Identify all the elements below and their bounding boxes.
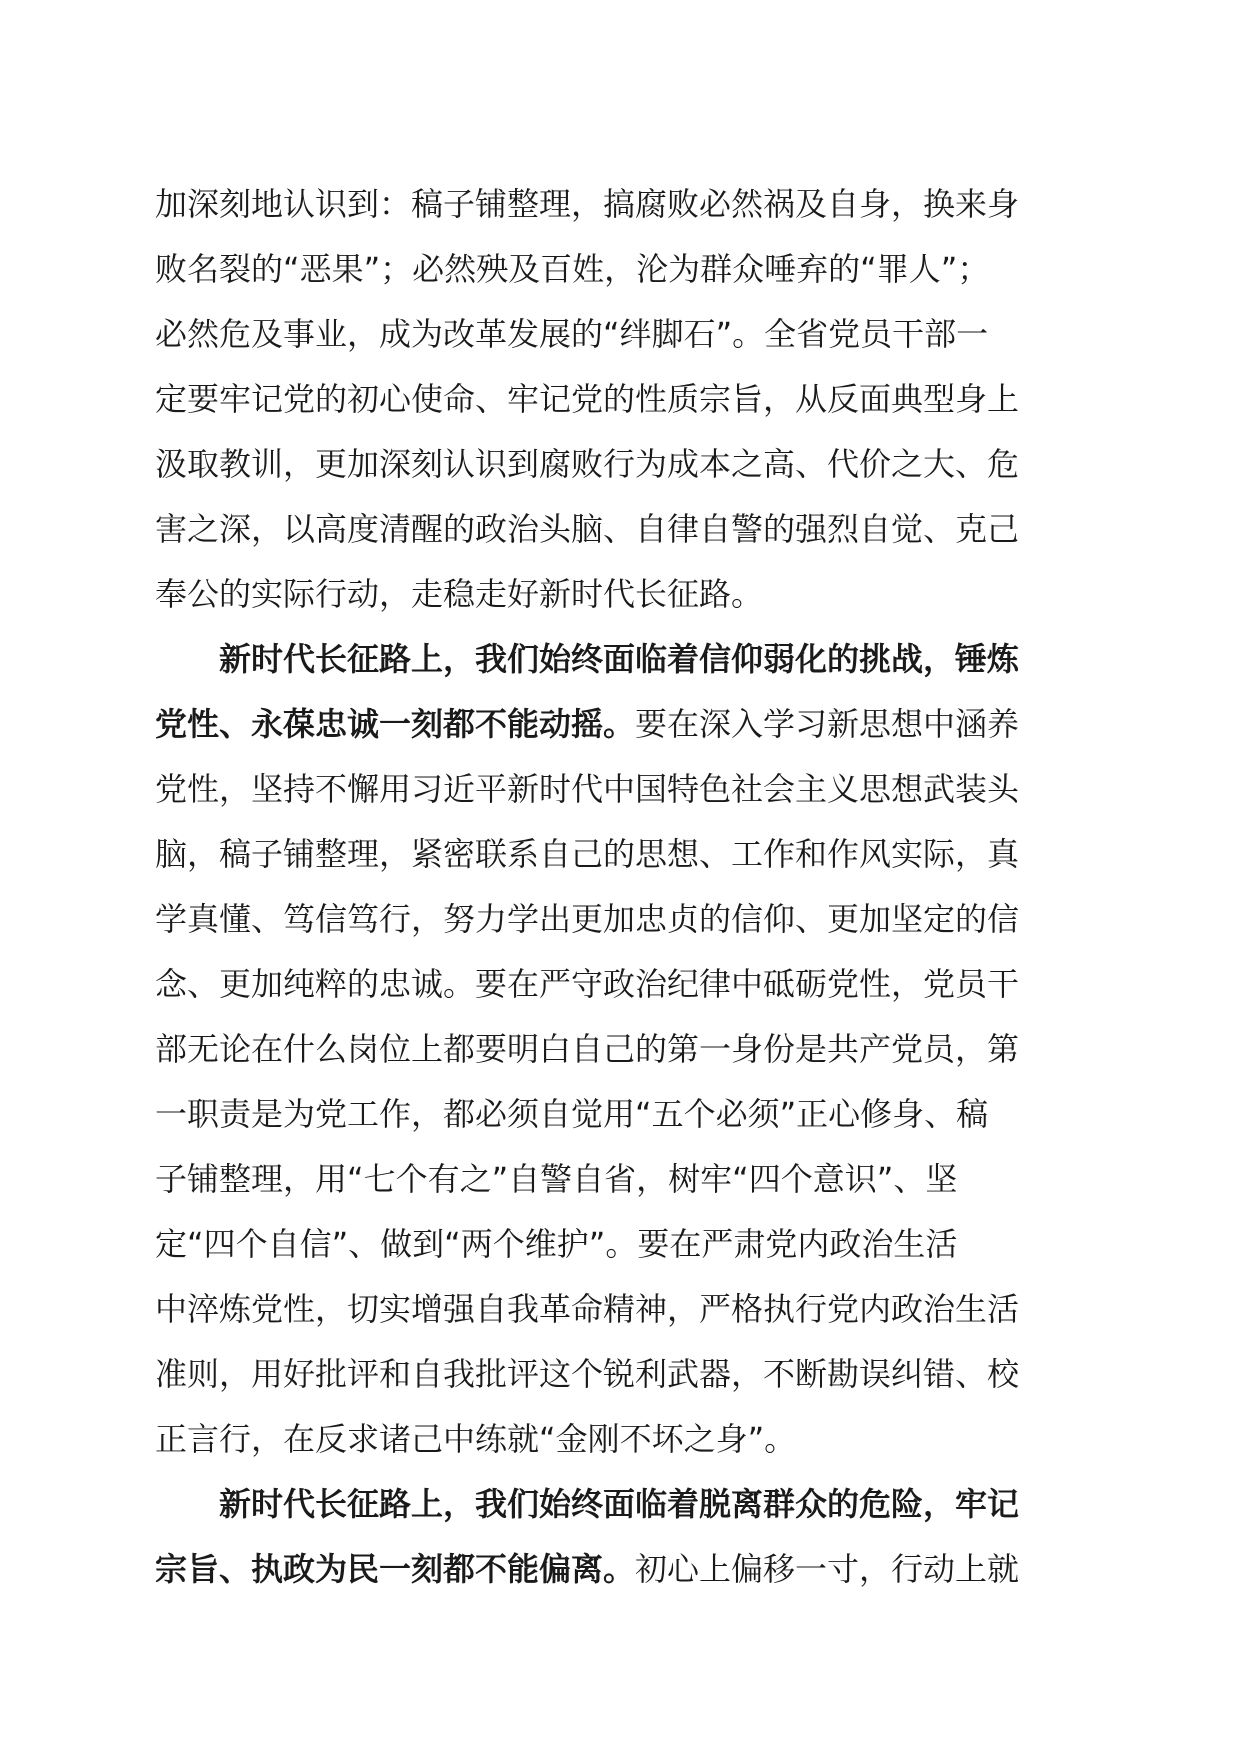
text-line	[155, 822, 1090, 887]
text-segment: 准则，用好批评和自我批评这个锐利武器，不断勘误纠错、校	[155, 1355, 1020, 1393]
text-segment: 学真懂、笃信笃行，努力学出更加忠贞的信仰、更加坚定的信	[155, 900, 1020, 938]
text-line	[155, 172, 1090, 237]
text-segment: 奉公的实际行动，走稳走好新时代长征路。	[155, 575, 764, 613]
text-line	[155, 692, 1090, 757]
body-text	[155, 172, 1090, 1602]
text-segment: 子铺整理，用“七个有之”自警自省，树牢“四个意识”、坚	[155, 1160, 958, 1198]
text-line	[155, 1537, 1090, 1602]
text-segment: 汲取教训，更加深刻认识到腐败行为成本之高、代价之大、危	[155, 445, 1020, 483]
text-line	[155, 302, 1090, 367]
text-line	[155, 1017, 1090, 1082]
text-segment: 必然危及事业，成为改革发展的“绊脚石”。全省党员干部一	[155, 315, 989, 353]
text-segment: 党性，坚持不懈用习近平新时代中国特色社会主义思想武装头	[155, 770, 1020, 808]
text-segment: 败名裂的“恶果”；必然殃及百姓，沦为群众唾弃的“罪人”；	[155, 250, 990, 288]
text-line	[155, 497, 1090, 562]
text-segment: 定要牢记党的初心使命、牢记党的性质宗旨，从反面典型身上	[155, 380, 1020, 418]
text-segment: 要在深入学习新思想中涵养	[635, 705, 1020, 743]
text-segment: 初心上偏移一寸，行动上就	[635, 1550, 1020, 1588]
text-line	[155, 367, 1090, 432]
text-line	[155, 1212, 1090, 1277]
text-segment: 加深刻地认识到：稿子铺整理，搞腐败必然祸及自身，换来身	[155, 185, 1020, 223]
text-segment: 正言行，在反求诸己中练就“金刚不坏之身”。	[155, 1420, 797, 1458]
text-line	[155, 952, 1090, 1017]
section-heading-line	[155, 1472, 1090, 1537]
text-line	[155, 432, 1090, 497]
text-segment: 一职责是为党工作，都必须自觉用“五个必须”正心修身、稿	[155, 1095, 989, 1133]
section-heading-line	[155, 627, 1090, 692]
text-line	[155, 1342, 1090, 1407]
text-segment: 定“四个自信”、做到“两个维护”。要在严肃党内政治生活	[155, 1225, 958, 1263]
text-segment: 脑，稿子铺整理，紧密联系自己的思想、工作和作风实际，真	[155, 835, 1020, 873]
text-segment: 念、更加纯粹的忠诚。要在严守政治纪律中砥砺党性，党员干	[155, 965, 1020, 1003]
text-line	[155, 1082, 1090, 1147]
bold-heading-text: 党性、永葆忠诚一刻都不能动摇。	[155, 705, 636, 743]
bold-heading-text: 新时代长征路上，我们始终面临着脱离群众的危险，牢记	[219, 1485, 1020, 1523]
bold-heading-text: 新时代长征路上，我们始终面临着信仰弱化的挑战，锤炼	[219, 640, 1020, 678]
text-segment: 害之深，以高度清醒的政治头脑、自律自警的强烈自觉、克己	[155, 510, 1020, 548]
text-line	[155, 562, 1090, 627]
text-segment: 中淬炼党性，切实增强自我革命精神，严格执行党内政治生活	[155, 1290, 1020, 1328]
text-line	[155, 1147, 1090, 1212]
text-line	[155, 1407, 1090, 1472]
text-line	[155, 887, 1090, 952]
bold-heading-text: 宗旨、执政为民一刻都不能偏离。	[155, 1550, 636, 1588]
text-line	[155, 1277, 1090, 1342]
text-line	[155, 757, 1090, 822]
text-line	[155, 237, 1090, 302]
text-segment: 部无论在什么岗位上都要明白自己的第一身份是共产党员，第	[155, 1030, 1020, 1068]
